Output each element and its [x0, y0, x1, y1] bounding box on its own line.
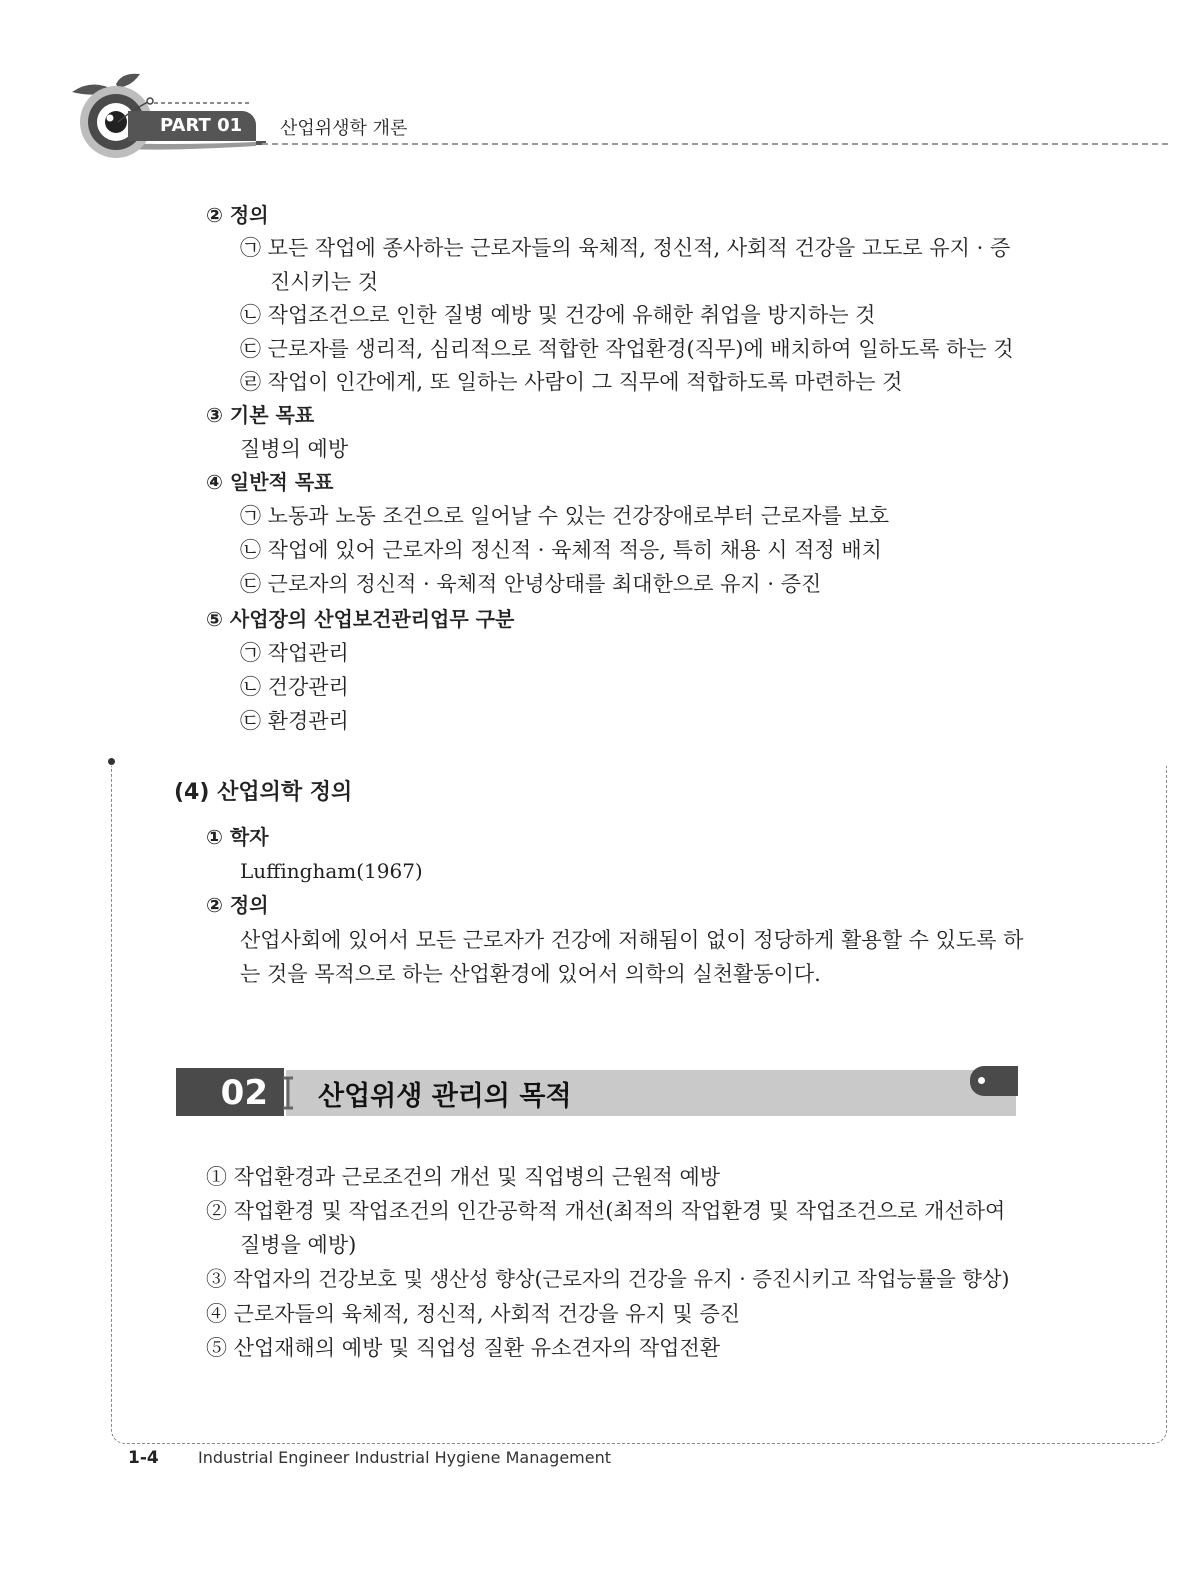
purpose-3: ③ 작업자의 건강보호 및 생산성 향상(근로자의 건강을 유지 · 증진시키고 작업능률을 향상)	[206, 1267, 1010, 1291]
section-number: 02	[176, 1068, 284, 1116]
section-tag-dot	[978, 1077, 985, 1084]
section-banner	[176, 1066, 1018, 1120]
header-divider	[262, 143, 1168, 145]
book-title: Industrial Engineer Industrial Hygiene Management	[198, 1448, 612, 1467]
om-definition-line1: 산업사회에 있어서 모든 근로자가 건강에 저해됨이 없이 정당하게 활용할 수 있도록 하	[240, 928, 1024, 952]
page-number: 1-4	[128, 1448, 159, 1468]
section-bracket-icon	[280, 1076, 296, 1110]
work-division-heading: ⑤ 사업장의 산업보건관리업무 구분	[206, 607, 515, 631]
work-division-c: ㉢ 환경관리	[240, 709, 349, 733]
definition-heading: ② 정의	[206, 203, 269, 227]
definition-item-d: ㉣ 작업이 인간에게, 또 일하는 사람이 그 직무에 적합하도록 마련하는 것	[240, 370, 903, 394]
section-title: 산업위생 관리의 목적	[318, 1081, 572, 1112]
purpose-2-cont: 질병을 예방)	[240, 1233, 357, 1257]
om-definition-heading: ② 정의	[206, 893, 269, 917]
scholar-heading: ① 학자	[206, 825, 269, 849]
definition-item-a: ㉠ 모든 작업에 종사하는 근로자들의 육체적, 정신적, 사회적 건강을 고도로 유지 · 증	[240, 236, 1011, 260]
work-division-a: ㉠ 작업관리	[240, 641, 349, 665]
definition-item-a-cont: 진시키는 것	[270, 270, 379, 294]
om-definition-line2: 는 것을 목적으로 하는 산업환경에 있어서 의학의 실천활동이다.	[240, 962, 821, 986]
general-goal-heading: ④ 일반적 목표	[206, 470, 334, 494]
basic-goal-heading: ③ 기본 목표	[206, 403, 315, 427]
leaf-icon	[116, 74, 140, 88]
scholar-name: Luffingham(1967)	[240, 859, 423, 883]
general-goal-c: ㉢ 근로자의 정신적 · 육체적 안녕상태를 최대한으로 유지 · 증진	[240, 572, 822, 596]
basic-goal-body: 질병의 예방	[240, 437, 349, 461]
purpose-2: ② 작업환경 및 작업조건의 인간공학적 개선(최적의 작업환경 및 작업조건으로 개선하여	[206, 1199, 1006, 1223]
frame-dot	[108, 758, 115, 765]
purpose-5: ⑤ 산업재해의 예방 및 직업성 질환 유소견자의 작업전환	[206, 1336, 721, 1360]
purpose-1: ① 작업환경과 근로조건의 개선 및 직업병의 근원적 예방	[206, 1165, 721, 1189]
general-goal-a: ㉠ 노동과 노동 조건으로 일어날 수 있는 건강장애로부터 근로자를 보호	[240, 504, 890, 528]
occupational-medicine-heading: (4) 산업의학 정의	[174, 780, 353, 805]
work-division-b: ㉡ 건강관리	[240, 675, 349, 699]
general-goal-b: ㉡ 작업에 있어 근로자의 정신적 · 육체적 적응, 특히 채용 시 적정 배치	[240, 538, 882, 562]
chapter-title: 산업위생학 개론	[280, 118, 408, 139]
definition-item-b: ㉡ 작업조건으로 인한 질병 예방 및 건강에 유해한 취업을 방지하는 것	[240, 303, 876, 327]
part-label: PART 01	[128, 111, 256, 141]
purpose-4: ④ 근로자들의 육체적, 정신적, 사회적 건강을 유지 및 증진	[206, 1302, 741, 1326]
definition-item-c: ㉢ 근로자를 생리적, 심리적으로 적합한 작업환경(직무)에 배치하여 일하도록 하는 것	[240, 337, 1014, 361]
